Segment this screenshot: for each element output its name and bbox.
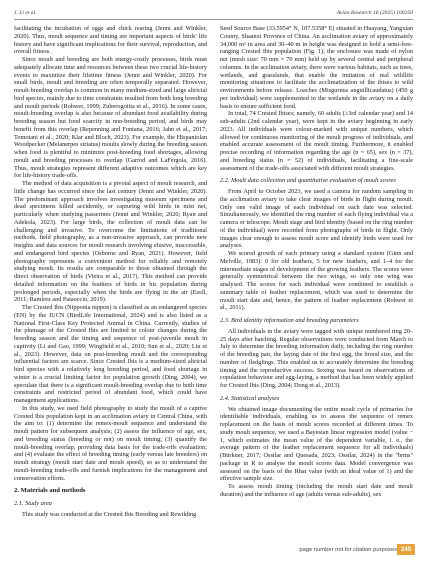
header-journal: Avian Research 16 (2025) 100250 — [336, 10, 413, 16]
paragraph: The method of data acquisition is a pivotal aspect of moult research, and little change has occurred since the last century (Jenni and Winkler, 2020). The predominant approach involves investigating museum specimens and dead specimens killed accidently, or capturing wild birds in mist net, particularly when studying passerines (Jenni and Winkler, 2020; Ryan and Adekola, 2023). For large birds, the collection of moult data can be challenging and invasive. To overcome the limitations of traditional methods, field photography, as a non-invasive approach, can provide new insights and data sources for moult research involving elusive, inaccessible, and endangered bird species (Osborne and Ryan, 2021). However, field photography represents a convenient method for reliably and remotely studying moult. Its results are comparable to those obtained through the direct observation of birds (Vieira et al., 2017). This method can provide detailed information on the feathers of birds in his population during prolonged periods, especially when the birds are flying in the air (Ezell, 2011; Ramírez and Paiaoccio, 2019). — [14, 180, 207, 304]
subsection-heading: 2.1. Study area — [14, 500, 52, 507]
subsection-heading: 2.3. Bird identity information and breeding parameters — [220, 317, 359, 324]
paragraph: We obtained image documenting the entire moult cycle of primaries for identifiable individuals, enabling us to assess the sequence of remex replacement on the basis of moult scores recorded at different times. To study moult sequence, we used a Bayesian linear regression model (value − 1, which estimates the mean value of the dependent variable, i. e., the average pattern of the feather replacement sequence for all individuals) (Bürkner, 2017; Ossilar and Quesada, 2023; Ossilar, 2024) in the "brms" package in R to analyse the moult scores data. Model convergence was assessed on the basis of the Rhat value (with an ideal value of 1) and the effective sample size. — [220, 405, 413, 483]
paragraph: We scored growth of each primary using a standard system (Ginn and Melville, 1983): 0 for old feathers, 5 for new feathers, and 1–4 for the intermediate stages of development of the growing feathers. The scores were generally symmetrical between the two wings, so only one wing was analysed. The scores for each individual were combined to establish a summary table of feather replacement, which was used to determine the moult start date and, hence, the pattern of feather replacement (Rohwer et al., 2011). — [220, 250, 413, 312]
paragraph: To assess moult timing (including the moult start date and moult duration) and the influence of age (adults versus sub-adults), sex — [220, 483, 413, 498]
paragraph: In this study, we used field photography to study the moult of a captive Crested Ibis population kept in an acclimation aviary in Central China, with the aim to: (1) determine the remex-moult sequence and understand the moult pattern for subsequent analysis; (2) assess the influence of age, sex, and breeding status (breeding or not) on moult timing; (3) quantify the moult-breeding overlap, providing data basis for the trade-offs evaluation; and (4) evaluate the effect of breeding timing (early versus late breeders) on moult strategy (moult start date and moult speed), so as to understand the moult-breeding trade-offs and furnish implications for the management and conservation efforts. — [14, 404, 207, 482]
paragraph: All individuals in the aviary were tagged with unique numbered ring 20–25 days after hatching. Regular observations were conducted from March to July to determine the breeding information daily, including the ring number of the breeding pair, the laying date of the first egg, the brood size, and the number of fledglings. This enabled us to accurately determine the breeding timing and the reproductive success. Sexing was based on observations of copulation behaviour and egg-laying, a method that has been widely applied for Crested Ibis (Ding, 2004; Dong et al., 2013). — [220, 327, 413, 389]
section-heading: 2. Materials and methods — [14, 487, 86, 495]
paragraph: facilitating the incubation of eggs and chick rearing (Jenni and Winkler, 2020). Thus, moult sequence and timing are important aspects of birds' life history and have significant implications for their survival, reproduction, and overall fitness. — [14, 25, 207, 56]
paragraph: Seed Source Base (33.5954° N, 107.5358° E) situated in Huayang, Yangxian County, Shaanxi Province of China. An acclimation aviary of approximately 34,000 m² in area and 30–40 m in height was designed to hold a semi-free-ranging Crested Ibis population (Fig. 1); the enclosure was made of nylon net (mesh size: 70 mm × 70 mm) held up by several central and peripheral columns. In the acclimation aviary, there were various habitats, such as trees, wetlands, and grasslands, that enable the imitation of real wildlife monitoring situations to facilitate the acclimatization of the ibises to wild environments before release. Loaches (Misgurnus anguillicaudatus) (450 g per individual) were supplemented in the wetlands in the aviary on a daily basis to ensure sufficient food. — [220, 25, 413, 110]
paragraph: In total, 74 Crested Ibises; namely, 60 adults (≥3rd calendar year) and 14 sub-adults (2nd calendar year), were kept in the aviary beginning in early 2023. All individuals were colour-marked with unique numbers, which allowed for continuous monitoring of the moult progress of individuals, and enabled accurate assessment of the moult timing. Furthermore, it enabled precise recording of information regarding the age (n = 65), sex (n = 37), and breeding status (n = 52) of individuals, facilitating a fine-scale assessment of the trade-offs associated with different moult strategies. — [220, 110, 413, 172]
header-rule — [14, 19, 413, 20]
page-number-badge: 245 — [397, 544, 415, 555]
footer-note: page number not for citation purposes — [299, 547, 397, 553]
subsection-heading: 2.2. Moult data collection and quantitative evaluation of moult scores — [220, 177, 396, 185]
paragraph: This study was conducted at the Crested Ibis Breeding and Rewilding — [22, 510, 197, 518]
right-column — [220, 25, 413, 540]
left-column — [14, 25, 207, 540]
paragraph: The Crested Ibis (Nipponia nippon) is classified as an endangered species (EN) by the IUCN (BirdLife International, 2024) and is also listed as a National First-Class Key Protected Animal in China. Currently, studies of the plumage of the Crested Ibis are limited to colour changes during the breeding season and the timing and sequence of post-juvenile moult in captivity (Li and Gao, 1999; Wingfield et al., 2010; Sun et al., 2020; Liu et al., 2023). However, data on post-breeding moult and the corresponding influential factors are scarce. Since Crested Ibis is a medium-sized altricial bird species with a relatively long breeding period, and food shortage in winter is a crucial limiting factor for population growth (Ding, 2004), we speculate that there is a significant moult-breeding overlap due to both time constraints and restricted period of abundant food, which could have management applications. — [14, 304, 207, 404]
subsection-heading: 2.4. Statistical analyses — [220, 394, 280, 402]
paragraph: Since moult and breeding are both energy-costly processes, birds must adequately allocate time and resources between these two crucial life-history events to maximize their lifetime fitness (Jenni and Winkler, 2020). For small birds, moult and breeding are often temporally separated. However, moult-breeding overlap is common in many medium-sized and large altricial bird species, mainly due to time constraints resulted from both long breeding and moult periods (Rohwer, 1999; Zuberogoitia et al., 2016). In some cases, moult-breeding overlap is also because of abundant food availability during breeding season but food scarcity in non-breeding period, and birds may benefit from this overlap (Repenning and Fontana, 2016; Jahn et al., 2017; Tomotani et al., 2020; Klar and Bloch, 2023). For example, the Hispaniolan Woodpecker (Melanerpes striatus) moults slowly during the breeding season when food is plentiful to minimize post-breeding food shortages, allowing moult and breeding processes to overlap (Garrod and LaFergola, 2016). Thus, moult strategies represent different adaptive outcomes which are key for life-history trade-offs. — [14, 56, 207, 180]
header-authors: J. Li et al. — [14, 10, 37, 16]
paragraph: From April to October 2023, we used a camera for random sampling in the acclimation aviary to take clear images of birds in flight during moult. Only one valid image of each individual on each date was selected. Simultaneously, we identified the ring number of each flying individual via a camera or telescope. Moult stage and bird identity (based on the ring number of the individual) were recorded from photographs of birds in flight. Only images clear enough to assess moult score and identify birds were used for analyses. — [220, 188, 413, 250]
